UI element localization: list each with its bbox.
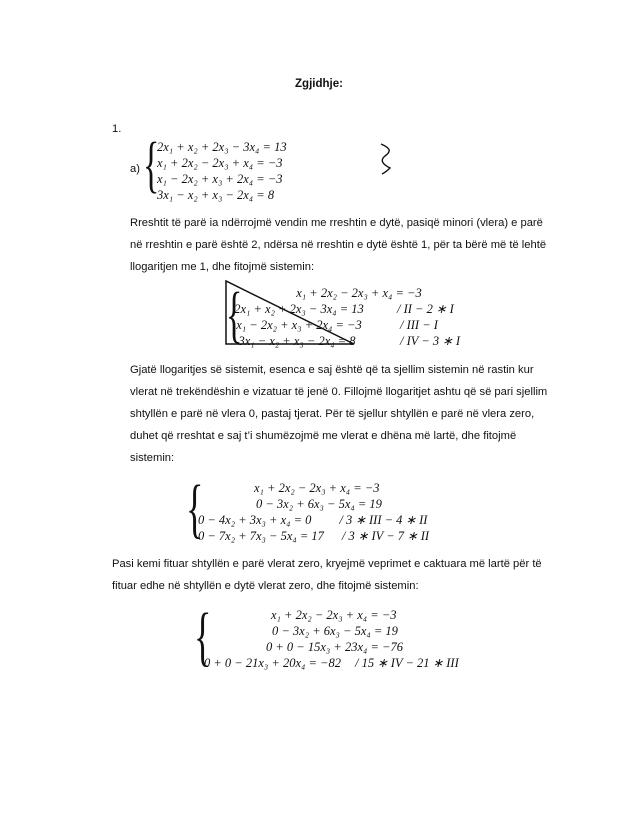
system4 xyxy=(204,607,459,671)
scribble-mark xyxy=(376,142,398,176)
system3 xyxy=(198,480,429,544)
system3-eq-4-text: 0 − 7x₂ + 7x₃ − 5x₄ = 17 xyxy=(198,529,324,543)
system4-eq-4-text: 0 + 0 − 21x₃ + 20x₄ = −82 xyxy=(204,656,341,670)
system2-eq-2: 2x₁ + x₂ + 2x₃ − 3x₄ = 13 xyxy=(234,302,364,316)
paragraph-2 xyxy=(130,359,547,469)
system1-eq-3: x₁ − 2x₂ + x₃ + 2x₄ = −3 xyxy=(157,172,283,186)
system2-op-2: / II − 2 ∗ I xyxy=(397,302,454,316)
system2-brace: { xyxy=(226,281,243,349)
system4-eq-1: x₁ + 2x₂ − 2x₃ + x₄ = −3 xyxy=(271,608,397,622)
paragraph-3-line: fituar edhe në shtyllën e dytë vlerat zero, dhe fitojmë sistemin: xyxy=(112,580,419,592)
system1 xyxy=(157,139,287,203)
system2-ops xyxy=(397,301,460,349)
paragraph-2-line: duhet që rreshtat e saj t’i shumëzojmë me vlerat e dhëna më lartë, dhe fitojmë xyxy=(130,430,517,442)
system2-eq-3: x₁ − 2x₂ + x₃ + 2x₄ = −3 xyxy=(236,318,362,332)
system3-eq-1: x₁ + 2x₂ − 2x₃ + x₄ = −3 xyxy=(254,481,380,495)
system3-op-3: / 3 ∗ III − 4 ∗ II xyxy=(339,513,428,527)
page-title: Zgjidhje: xyxy=(295,78,343,90)
system3-eq-2: 0 − 3x₂ + 6x₃ − 5x₄ = 19 xyxy=(256,497,382,511)
system2-op-3: / III − I xyxy=(400,318,438,332)
system1-eq-1: 2x₁ + x₂ + 2x₃ − 3x₄ = 13 xyxy=(157,140,287,154)
system4-eq-3: 0 + 0 − 15x₃ + 23x₄ = −76 xyxy=(266,640,403,654)
system4-op-4: / 15 ∗ IV − 21 ∗ III xyxy=(354,656,459,670)
paragraph-1-line: llogaritjen me 1, dhe fitojmë sistemin: xyxy=(130,261,315,273)
paragraph-1-line: Rreshtit të parë ia ndërrojmë vendin me rreshtin e dytë, pasiqë minori (vlera) e parë xyxy=(130,217,543,229)
paragraph-2-line: sistemin: xyxy=(130,452,175,464)
system3-eq-4 xyxy=(198,528,429,544)
system4-brace: { xyxy=(194,600,212,673)
problem-number: 1. xyxy=(112,123,122,135)
system3-eq-3-text: 0 − 4x₂ + 3x₃ + x₄ = 0 xyxy=(198,513,312,527)
paragraph-1-line: në rreshtin e parë është 2, ndërsa në rreshtin e dytë është 1, për ta bërë më të lehtë xyxy=(130,239,547,251)
paragraph-2-line: vlerat në trekëndëshin e vizatuar të jenë 0. Fillojmë llogaritjet ashtu që së pari sjellim xyxy=(130,386,548,398)
system3-op-4: / 3 ∗ IV − 7 ∗ II xyxy=(341,529,430,543)
paragraph-1 xyxy=(130,212,546,278)
system3-brace: { xyxy=(186,472,204,545)
paragraph-2-line: Gjatë llogaritjes së sistemit, esenca e saj është që ta sjellim sistemin në rastin kur xyxy=(130,364,534,376)
system1-eq-2: x₁ + 2x₂ − 2x₃ + x₄ = −3 xyxy=(157,156,283,170)
part-label: a) xyxy=(130,163,140,175)
system2-eq-1: x₁ + 2x₂ − 2x₃ + x₄ = −3 xyxy=(296,286,422,300)
paragraph-2-line: shtyllën e parë në vlera 0, pastaj tjerat. Për të sjellur shtyllën e parë në vlera zero, xyxy=(130,408,535,420)
system4-eq-4 xyxy=(204,655,459,671)
paragraph-3-line: Pasi kemi fituar shtyllën e parë vlerat zero, kryejmë veprimet e caktuara më lartë për të xyxy=(112,558,542,570)
system2-op-4: / IV − 3 ∗ I xyxy=(400,334,460,348)
system1-brace: { xyxy=(143,131,160,199)
system4-eq-2: 0 − 3x₂ + 6x₃ − 5x₄ = 19 xyxy=(272,624,398,638)
paragraph-3 xyxy=(112,553,542,597)
system1-eq-4: 3x₁ − x₂ + x₃ − 2x₄ = 8 xyxy=(157,188,275,202)
system3-eq-3 xyxy=(198,512,429,528)
system2-eq-4: 3x₁ − x₂ + x₃ − 2x₄ = 8 xyxy=(238,334,356,348)
